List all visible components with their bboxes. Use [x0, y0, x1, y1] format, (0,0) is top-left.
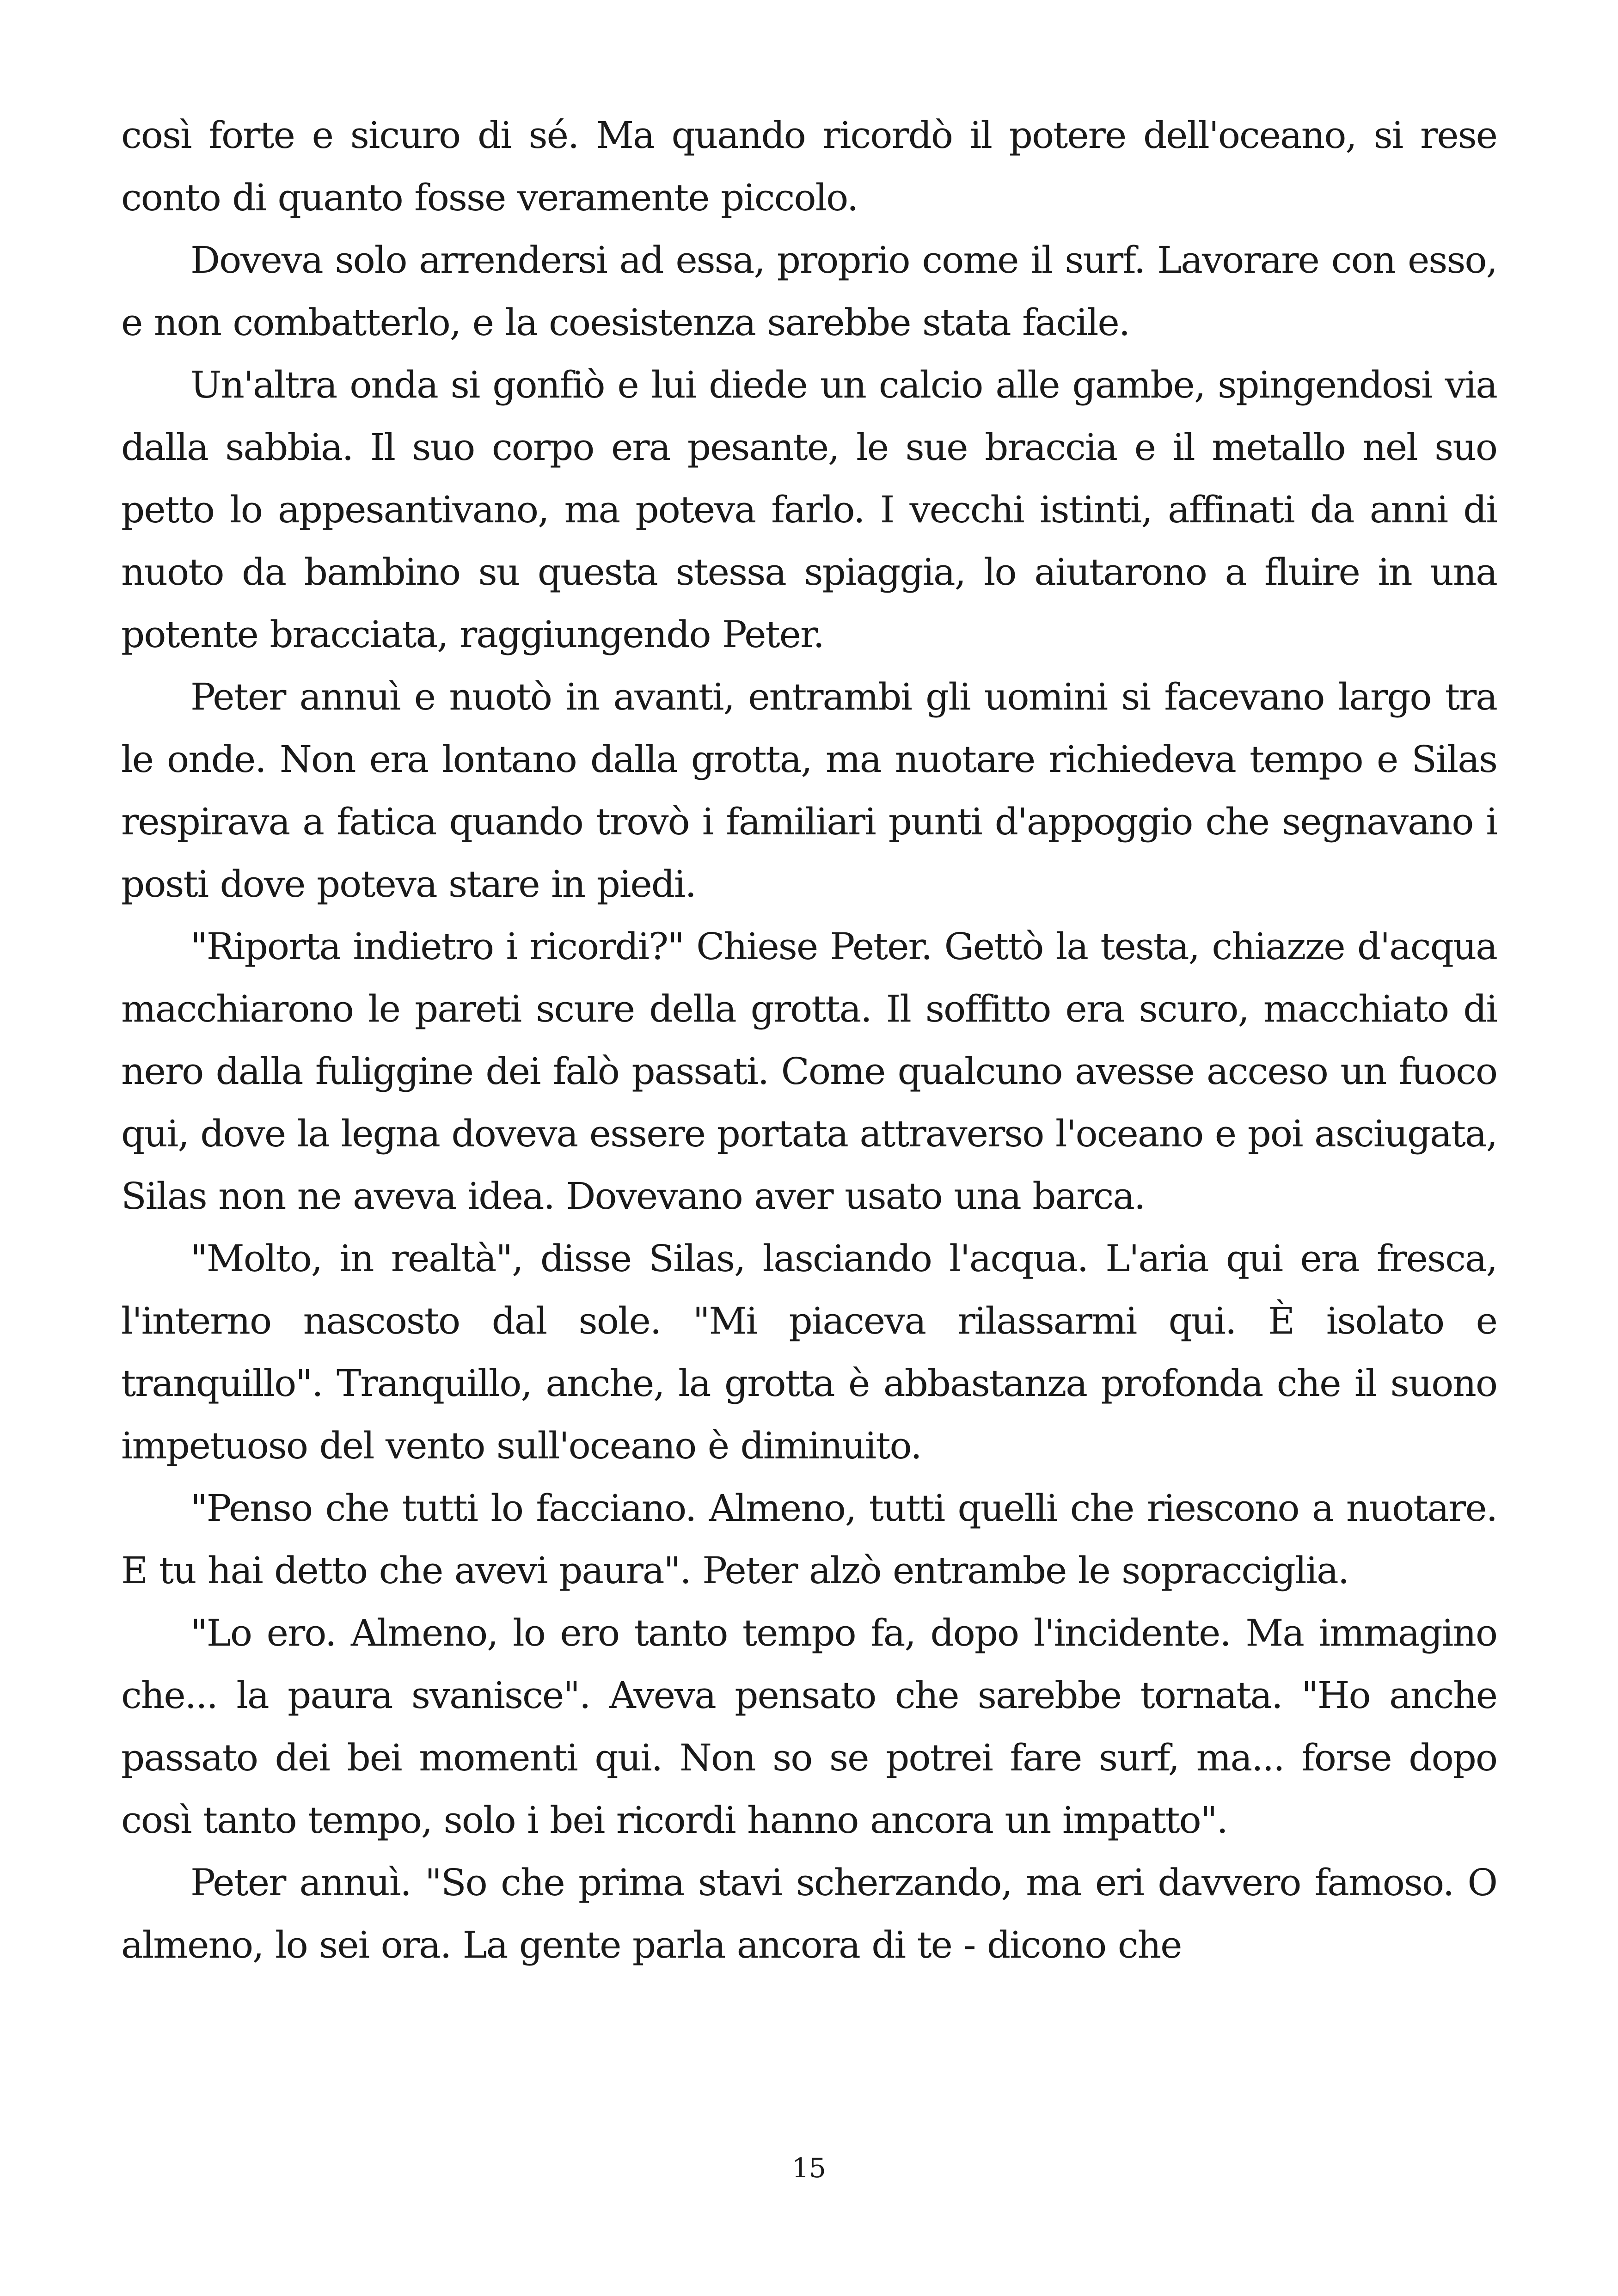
paragraph: Doveva solo arrendersi ad essa, proprio come il surf. Lavorare con esso, e non combatterlo, e la coesistenza sarebbe stata facile.	[121, 239, 1497, 344]
paragraph: "Molto, in realtà", disse Silas, lasciando l'acqua. L'aria qui era fresca, l'interno nascosto dal sole. "Mi piaceva rilassarmi qui. È isolato e tranquillo". Tranquillo, anche, la grotta è abbastanza profonda che il suono impetuoso del vento sull'oceano è diminuito.	[121, 1237, 1497, 1467]
body-text	[121, 104, 1497, 1976]
paragraph: Peter annuì. "So che prima stavi scherzando, ma eri davvero famoso. O almeno, lo sei ora. La gente parla ancora di te - dicono che	[121, 1861, 1497, 1966]
paragraph: "Penso che tutti lo facciano. Almeno, tutti quelli che riescono a nuotare. E tu hai detto che avevi paura". Peter alzò entrambe le sopracciglia.	[121, 1487, 1497, 1592]
page-number: 15	[792, 2152, 826, 2184]
paragraph: "Riporta indietro i ricordi?" Chiese Peter. Gettò la testa, chiazze d'acqua macchiarono le pareti scure della grotta. Il soffitto era scuro, macchiato di nero dalla fuliggine dei falò passati. Come qualcuno avesse acceso un fuoco qui, dove la legna doveva essere portata attraverso l'oceano e poi asciugata, Silas non ne aveva idea. Dovevano aver usato una barca.	[121, 925, 1497, 1218]
paragraph: Un'altra onda si gonfiò e lui diede un calcio alle gambe, spingendosi via dalla sabbia. Il suo corpo era pesante, le sue braccia e il metallo nel suo petto lo appesantivano, ma poteva farlo. I vecchi istinti, affinati da anni di nuoto da bambino su questa stessa spiaggia, lo aiutarono a fluire in una potente bracciata, raggiungendo Peter.	[121, 363, 1497, 656]
paragraph: Peter annuì e nuotò in avanti, entrambi gli uomini si facevano largo tra le onde. Non era lontano dalla grotta, ma nuotare richiedeva tempo e Silas respirava a fatica quando trovò i familiari punti d'appoggio che segnavano i posti dove poteva stare in piedi.	[121, 675, 1497, 906]
paragraph-continuation: così forte e sicuro di sé. Ma quando ricordò il potere dell'oceano, si rese conto di quanto fosse veramente piccolo.	[121, 114, 1497, 219]
paragraph: "Lo ero. Almeno, lo ero tanto tempo fa, dopo l'incidente. Ma immagino che... la paura svanisce". Aveva pensato che sarebbe tornata. "Ho anche passato dei bei momenti qui. Non so se potrei fare surf, ma... forse dopo così tanto tempo, solo i bei ricordi hanno ancora un impatto".	[121, 1611, 1497, 1842]
